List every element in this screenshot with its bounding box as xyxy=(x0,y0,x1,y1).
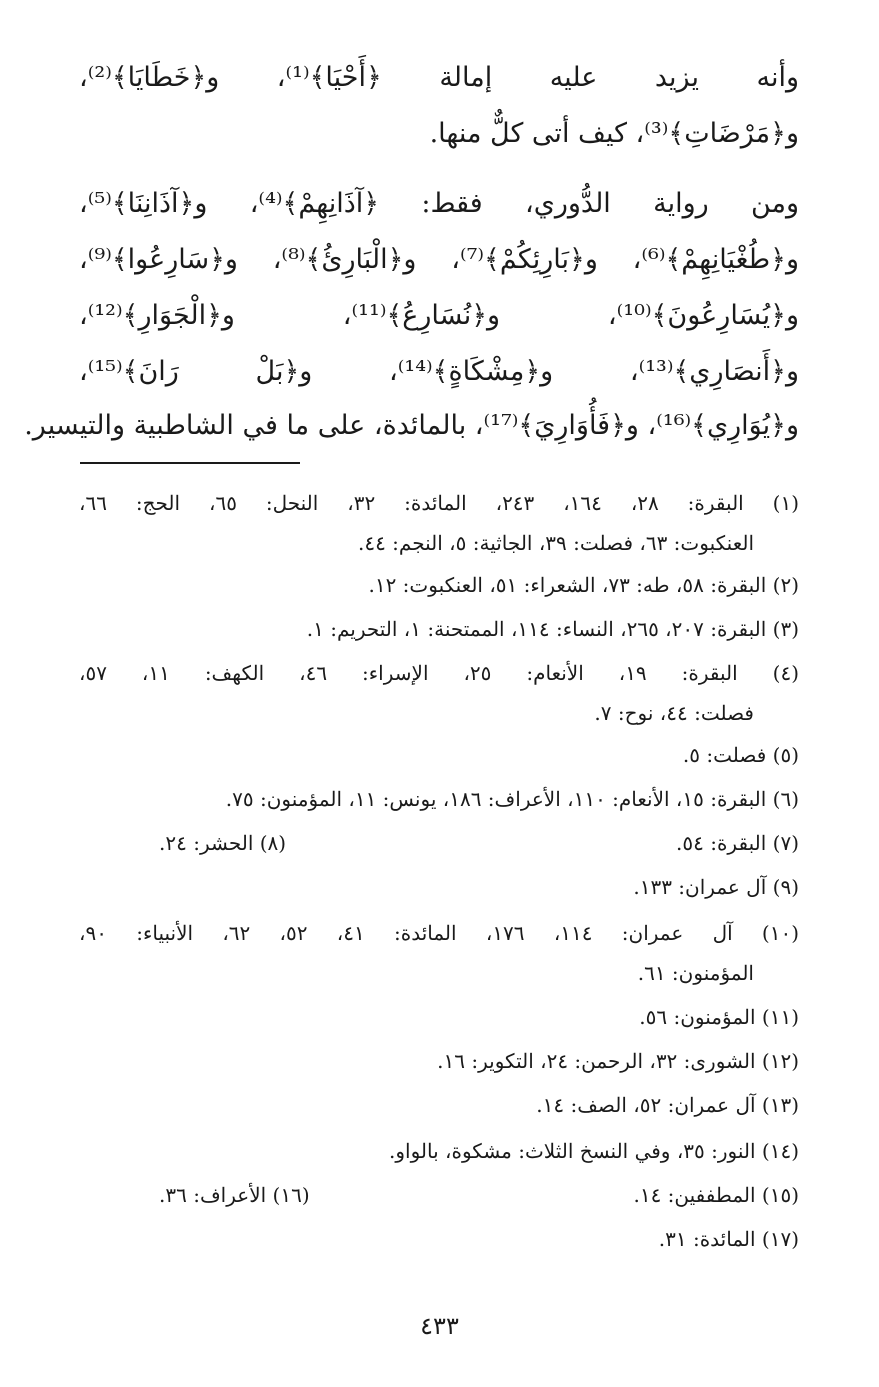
body-line-1: وأنه يزيد عليه إمالة ﴿أَحْيَا﴾⁽¹⁾، و﴿خَطَايَا﴾⁽²⁾، xyxy=(79,62,799,93)
footnote-8: (٨) الحشر: ٢٤. xyxy=(159,831,287,855)
footnote-15: (١٥) المطففين: ١٤. xyxy=(633,1183,799,1207)
footnote-row-15-16 xyxy=(79,1174,799,1216)
footnote-1: (١) البقرة: ٢٨، ١٦٤، ٢٤٣، المائدة: ٣٢، النحل: ٦٥، الحج: ٦٦، xyxy=(79,491,800,515)
page-number: ٤٣٣ xyxy=(420,1312,459,1340)
footnote-4-cont-text: فصلت: ٤٤، نوح: ٧. xyxy=(594,701,754,725)
body-line-7: و﴿يُوَارِي﴾⁽¹⁶⁾، و﴿فَأُوَارِيَ﴾⁽¹⁷⁾، بالمائدة، على ما في الشاطبية والتيسير. xyxy=(24,410,799,441)
footnote-12: (١٢) الشورى: ٣٢، الرحمن: ٢٤، التكوير: ١٦. xyxy=(437,1049,799,1073)
footnote-4-continuation xyxy=(79,692,799,734)
footnote-11: (١١) المؤمنون: ٥٦. xyxy=(639,1005,799,1029)
body-line-5: و﴿يُسَارِعُونَ﴾⁽¹⁰⁾، و﴿نُسَارِعُ﴾⁽¹¹⁾، و﴿الْجَوَارِ﴾⁽¹²⁾، xyxy=(79,300,800,331)
footnote-3: (٣) البقرة: ٢٠٧، ٢٦٥، النساء: ١١٤، الممتحنة: ١، التحريم: ١. xyxy=(306,617,799,641)
footnote-1-cont-text: العنكبوت: ٦٣، فصلت: ٣٩، الجاثية: ٥، النجم: ٤٤. xyxy=(357,531,754,555)
body-line-2: و﴿مَرْضَاتِ﴾⁽³⁾، كيف أتى كلٌّ منها. xyxy=(429,118,799,149)
footnote-17: (١٧) المائدة: ٣١. xyxy=(658,1227,799,1251)
footnote-10: (١٠) آل عمران: ١١٤، ١٧٦، المائدة: ٤١، ٥٢، ٦٢، الأنبياء: ٩٠، xyxy=(79,921,800,945)
footnote-row-7-8 xyxy=(79,822,799,864)
footnote-divider xyxy=(80,462,300,464)
footnote-6: (٦) البقرة: ١٥، الأنعام: ١١٠، الأعراف: ١٨٦، يونس: ١١، المؤمنون: ٧٥. xyxy=(225,787,799,811)
footnote-14: (١٤) النور: ٣٥، وفي النسخ الثلاث: مشكوة، بالواو. xyxy=(389,1139,799,1163)
body-line-3: ومن رواية الدُّوري، فقط: ﴿آذَانِهِمْ﴾⁽⁴⁾، و﴿آذَانِنَا﴾⁽⁵⁾، xyxy=(79,188,800,219)
footnote-1-continuation xyxy=(79,522,799,564)
footnote-4: (٤) البقرة: ١٩، الأنعام: ٢٥، الإسراء: ٤٦، الكهف: ١١، ٥٧، xyxy=(79,661,800,685)
footnote-9: (٩) آل عمران: ١٣٣. xyxy=(633,875,799,899)
footnote-5: (٥) فصلت: ٥. xyxy=(682,743,799,767)
body-line-6: و﴿أَنصَارِي﴾⁽¹³⁾، و﴿مِشْكَاةٍ﴾⁽¹⁴⁾، و﴿بَلْ رَانَ﴾⁽¹⁵⁾، xyxy=(79,356,799,387)
footnote-2: (٢) البقرة: ٥٨، طه: ٧٣، الشعراء: ٥١، العنكبوت: ١٢. xyxy=(368,573,799,597)
body-line-4: و﴿طُغْيَانِهِمْ﴾⁽⁶⁾، و﴿بَارِئِكُمْ﴾⁽⁷⁾، و﴿الْبَارِئُ﴾⁽⁸⁾، و﴿سَارِعُوا﴾⁽⁹⁾، xyxy=(79,244,799,275)
footnote-13: (١٣) آل عمران: ٥٢، الصف: ١٤. xyxy=(536,1093,799,1117)
footnote-7: (٧) البقرة: ٥٤. xyxy=(676,831,799,855)
footnote-16: (١٦) الأعراف: ٣٦. xyxy=(159,1183,310,1207)
footnote-10-continuation xyxy=(79,952,799,994)
footnote-10-cont-text: المؤمنون: ٦١. xyxy=(637,961,754,985)
